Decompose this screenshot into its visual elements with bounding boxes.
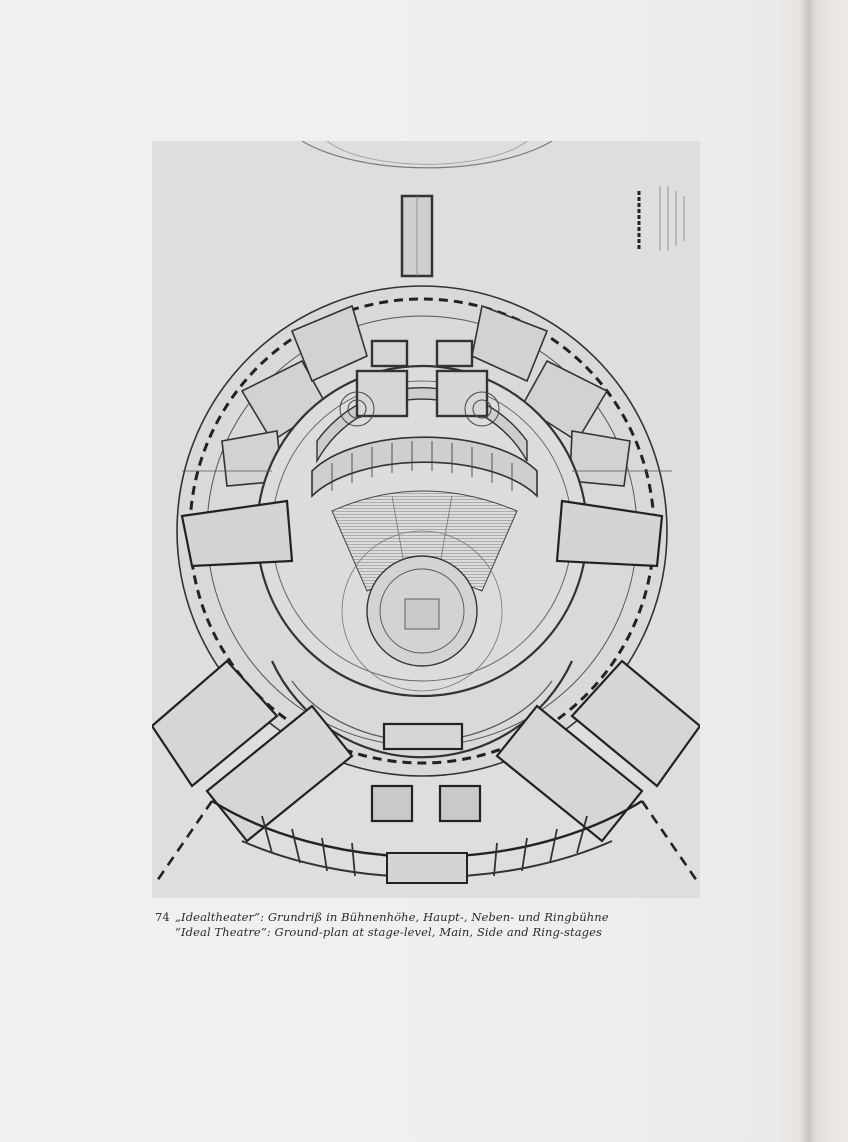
caption-english-line: “Ideal Theatre”: Ground-plan at stage-level, Main, Side and Ring-stages: [175, 925, 603, 939]
caption-german-line: [155, 910, 715, 925]
figure-caption: [155, 910, 715, 940]
floor-plan-plate: [152, 141, 700, 898]
page-gutter-shadow: [800, 0, 848, 1142]
figure-number: 74: [155, 910, 170, 924]
theatre-ground-plan-drawing: [152, 141, 700, 898]
caption-german-text: „Idealtheater“: Grundriß in Bühnenhöhe, Haupt-, Neben- und Ringbühne: [175, 910, 609, 924]
